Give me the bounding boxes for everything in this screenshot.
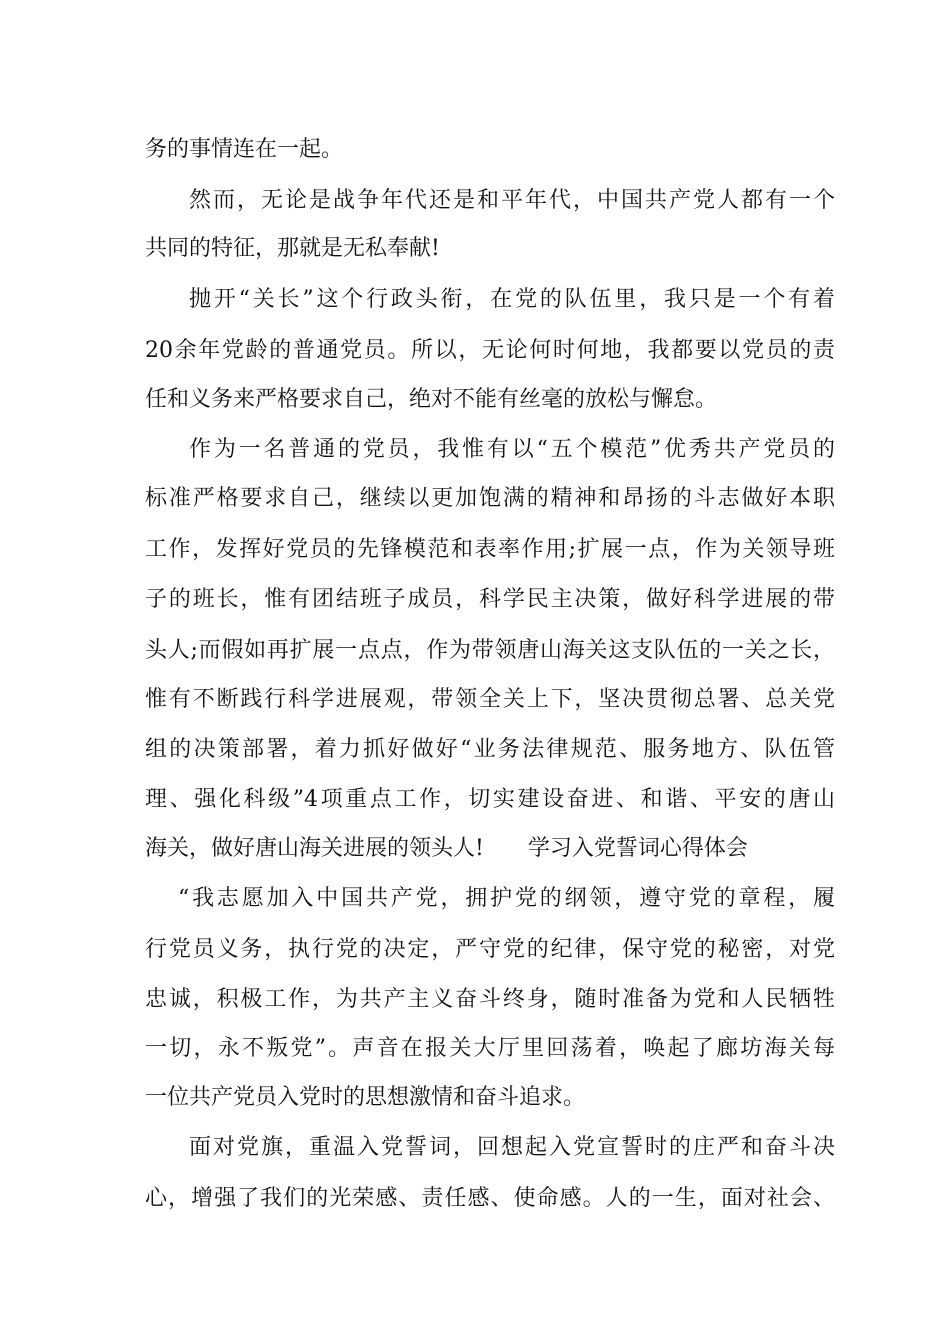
- text-line: 一位共产党员入党时的思想激情和奋斗追求。: [145, 1085, 586, 1110]
- text-line: 行党员义务，执行党的决定，严守党的纪律，保守党的秘密，对党: [145, 937, 835, 962]
- text-line: 作为一名普通的党员，我惟有以“五个模范”优秀共产党员的: [189, 437, 835, 462]
- text-line: “我志愿加入中国共产党，拥护党的纲领，遵守党的章程，履: [178, 886, 835, 911]
- text-line: 务的事情连在一起。: [145, 137, 344, 162]
- text-line: 忠诚，积极工作，为共产主义奋斗终身，随时准备为党和人民牺牲: [145, 987, 835, 1012]
- text-line: 海关，做好唐山海关进展的领头人! 学习入党誓词心得体会: [145, 836, 748, 861]
- text-line: 任和义务来严格要求自己，绝对不能有丝毫的放松与懈怠。: [145, 387, 718, 412]
- text-line: 工作，发挥好党员的先锋模范和表率作用;扩展一点，作为关领导班: [145, 537, 835, 562]
- text-line: 20余年党龄的普通党员。所以，无论何时何地，我都要以党员的责: [145, 338, 835, 363]
- text-line: 抛开“关长”这个行政头衔，在党的队伍里，我只是一个有着: [189, 287, 835, 312]
- text-line: 理、强化科级”4项重点工作，切实建设奋进、和谐、平安的唐山: [145, 787, 835, 812]
- text-line: 组的决策部署，着力抓好做好“业务法律规范、服务地方、队伍管: [145, 737, 835, 762]
- text-line: 共同的特征，那就是无私奉献!: [145, 236, 440, 261]
- text-line: 心，增强了我们的光荣感、责任感、使命感。人的一生，面对社会、: [145, 1186, 835, 1211]
- text-line: 面对党旗，重温入党誓词，回想起入党宣誓时的庄严和奋斗决: [189, 1135, 835, 1160]
- text-line: 惟有不断践行科学进展观，带领全关上下，坚决贯彻总署、总关党: [145, 687, 835, 712]
- text-line: 一切，永不叛党”。声音在报关大厅里回荡着，唤起了廊坊海关每: [145, 1036, 835, 1061]
- text-line: 标准严格要求自己，继续以更加饱满的精神和昂扬的斗志做好本职: [145, 486, 835, 511]
- text-line: 然而，无论是战争年代还是和平年代，中国共产党人都有一个: [189, 188, 835, 213]
- text-line: 子的班长，惟有团结班子成员，科学民主决策，做好科学进展的带: [145, 587, 835, 612]
- text-line: 头人;而假如再扩展一点点，作为带领唐山海关这支队伍的一关之长，: [145, 638, 835, 663]
